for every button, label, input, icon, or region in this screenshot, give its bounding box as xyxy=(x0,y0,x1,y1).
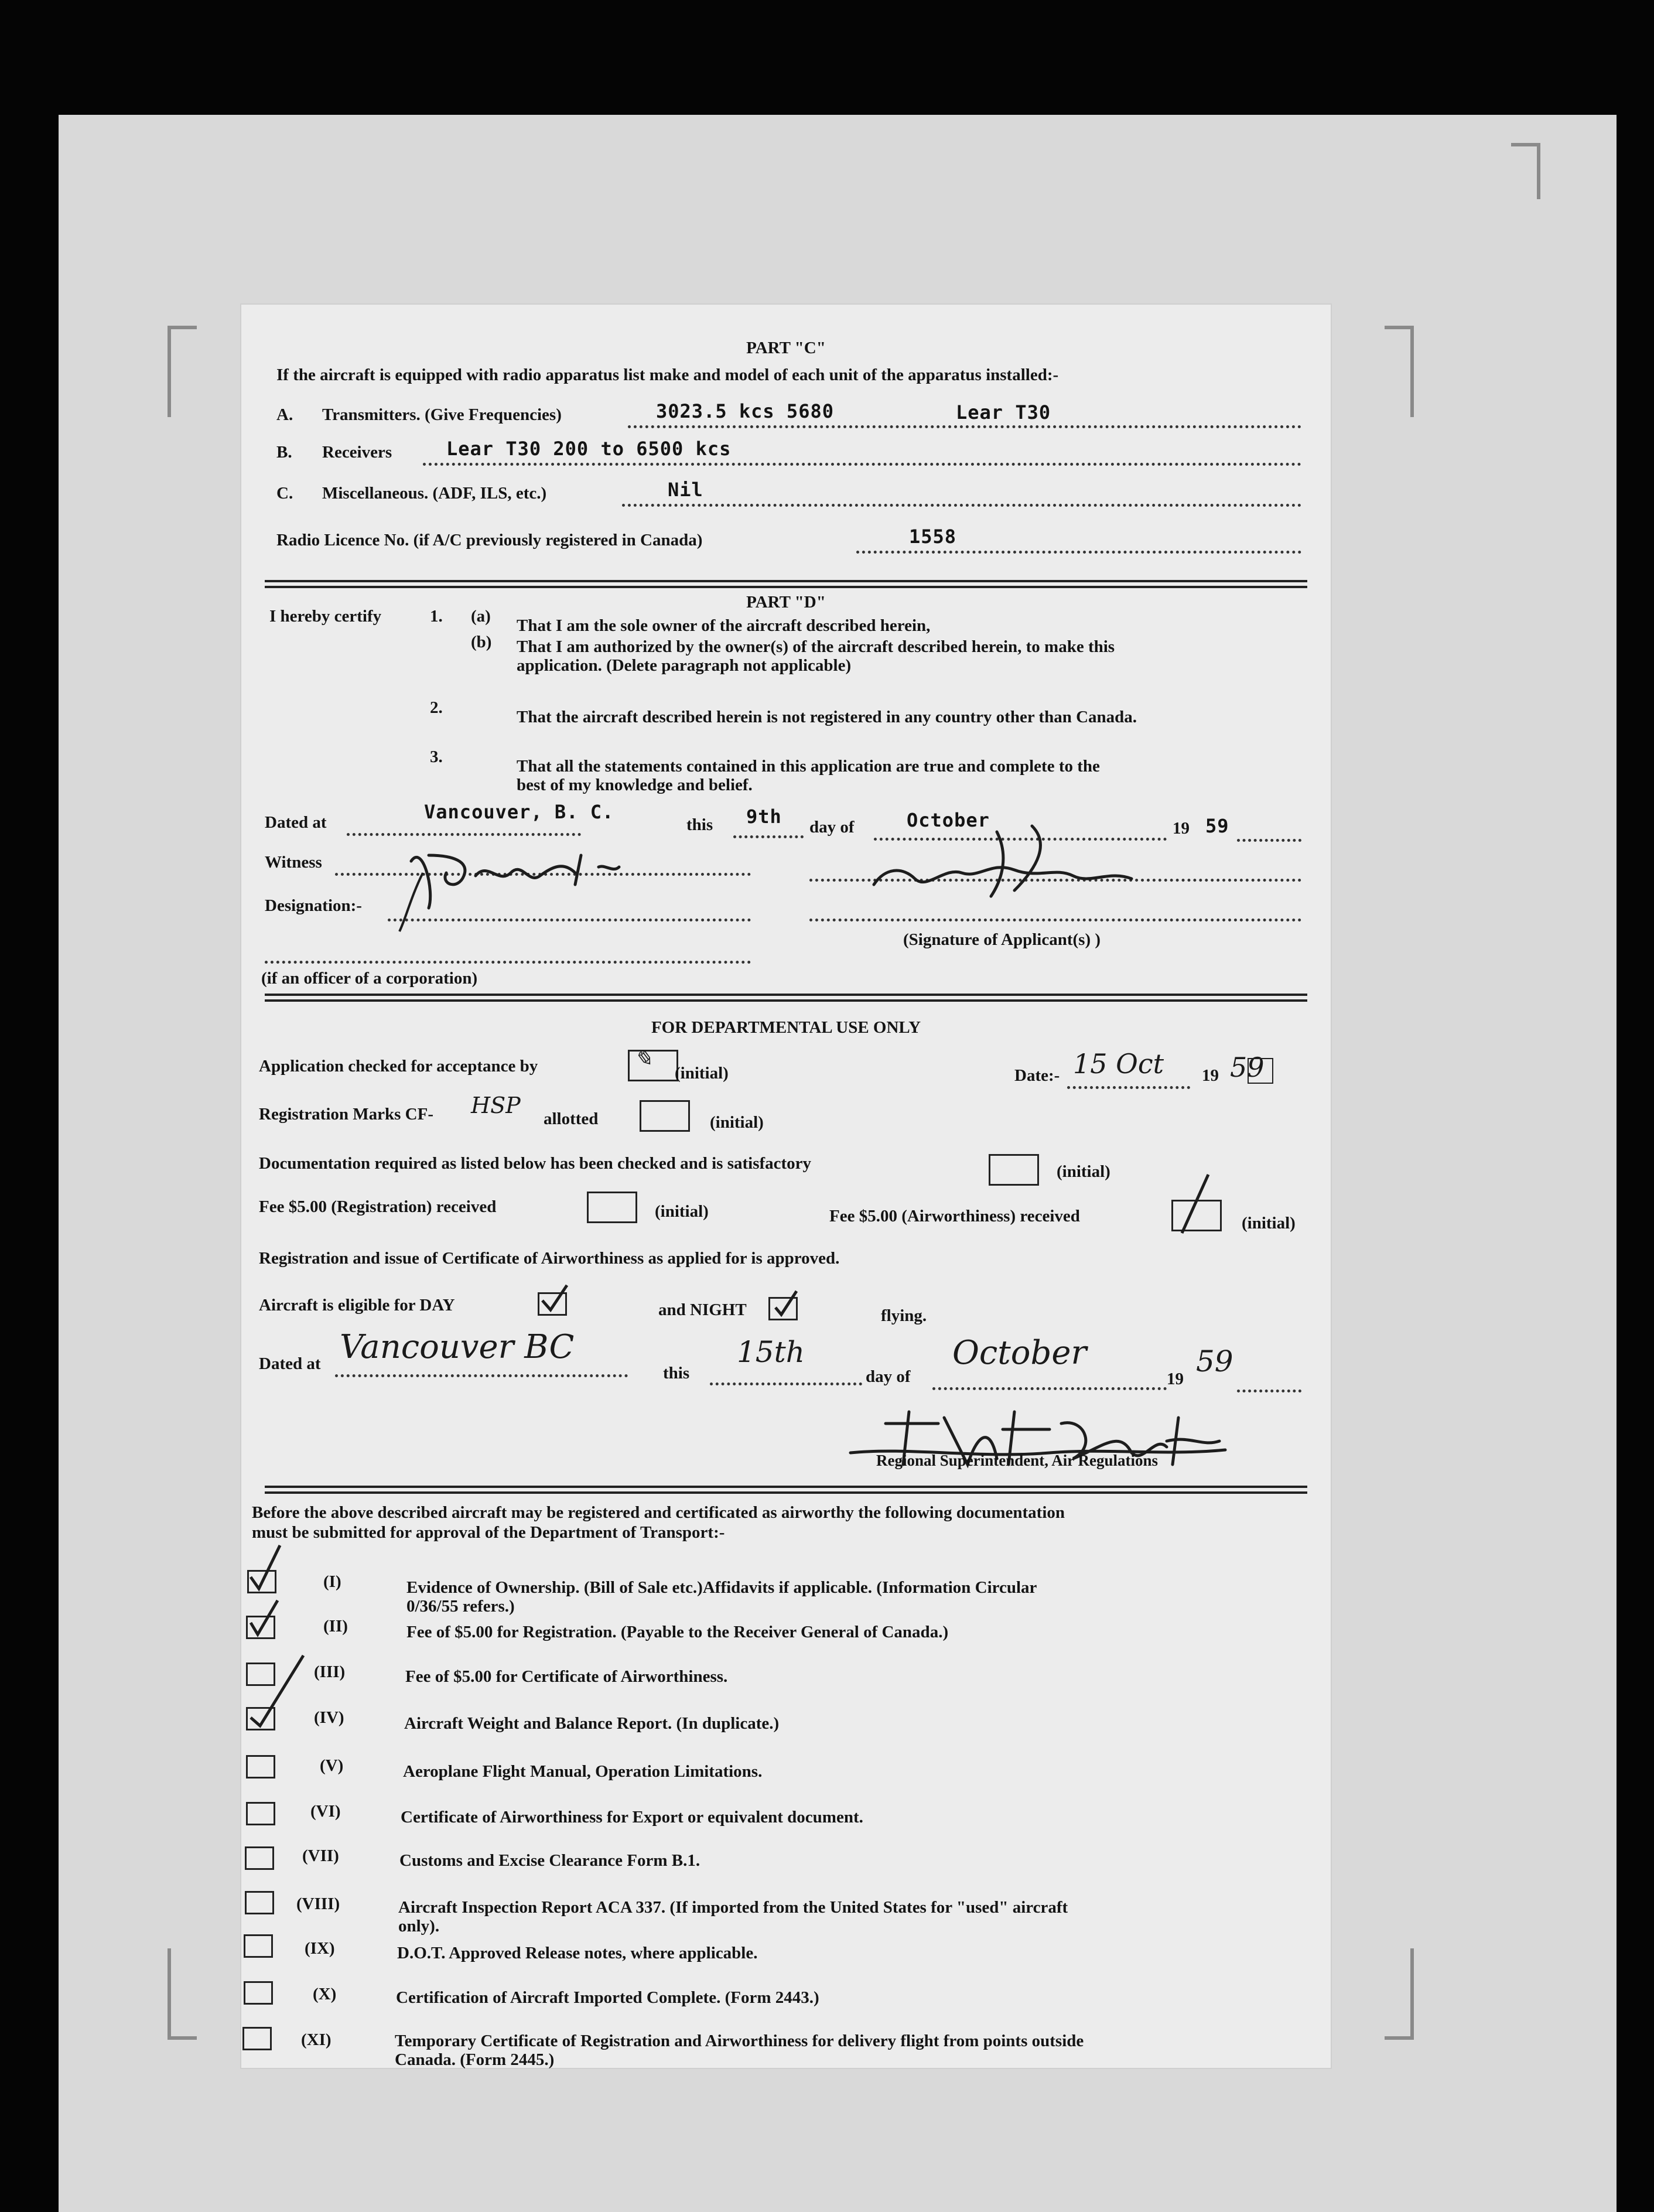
dotted-line xyxy=(622,504,1301,507)
signature-of-applicant-label: (Signature of Applicant(s) ) xyxy=(903,930,1101,949)
application-checked-label: Application checked for acceptance by xyxy=(259,1057,538,1076)
doc-checkbox[interactable] xyxy=(246,1802,275,1825)
dotted-line xyxy=(733,835,804,838)
doc-number: (IX) xyxy=(305,1939,335,1958)
item-1b-text-1: That I am authorized by the owner(s) of the aircraft described herein, to make this xyxy=(517,637,1115,656)
and-night-label: and NIGHT xyxy=(658,1300,747,1319)
fee-registration-label: Fee $5.00 (Registration) received xyxy=(259,1197,497,1216)
doc-text: Fee of $5.00 for Certificate of Airworthiness. xyxy=(405,1667,728,1686)
doc-text-2: Canada. (Form 2445.) xyxy=(395,2050,555,2069)
receivers-value: Lear T30 200 to 6500 kcs xyxy=(446,438,732,460)
dept-place: Vancouver BC xyxy=(340,1328,575,1366)
part-c-a-label: A. xyxy=(276,405,293,424)
docs-intro-2: must be submitted for approval of the Department of Transport:- xyxy=(252,1523,725,1542)
check-box xyxy=(1248,1058,1273,1084)
doc-number: (II) xyxy=(323,1617,348,1636)
doc-text: Fee of $5.00 for Registration. (Payable to the Receiver General of Canada.) xyxy=(406,1623,949,1641)
item-3-number: 3. xyxy=(430,747,443,766)
dotted-line xyxy=(710,1383,862,1385)
radio-licence-label: Radio Licence No. (if A/C previously registered in Canada) xyxy=(276,531,703,549)
form-sheet: PART "C" If the aircraft is equipped with radio apparatus list make and model of each unit of the apparatus installed:- A. Transmitters. (Give Frequencies) 3023.5 kcs 5680 Lear T30 B. Receivers Lear T30 200 to 6500 kcs C. Miscellaneous. (ADF, ILS, etc.) Nil Radio Licence No. (if A/C previously registered in Canada) 1558 PART "D" I hereby certify 1. (a) That I am the sole owner of the aircraft described herein, (b) That I am authorized by the owner(s) of the aircraft described herein, to make this application. (Delete paragraph not applicable) 2. That the aircraft described herein is not registered in any country other than Canada. 3. That all the statements contained in this application are true and complete to the best of my knowledge and belief. Dated at Vancouver, B. C. this 9th day of October 19 59 Witness Designation:- (Signature of Applicant(s) ) (if an officer of a corporation) FOR DEPARTMENTAL USE ONLY Application checked for acceptance by ✎ (initial) Date:- 15 Oct 19 59 Registration Marks CF- HSP allotted (initial) Documentation required as listed below has been checked and is satisfactory (initial) Fee $5.00 (Registration) received (initial) Fee $5.00 (Airworthiness) received (initial) Registration and issue of Certificate of Airworthiness as applied for is approved. Aircraft is eligible for DAY and NIGHT flying. Dated at Vancouver BC this 15th day of October 19 59 Regional Superintendent, Air Regulations Before the above described aircraft may be registered and certificated as airworthy the following documentation must be submitted for approval of the Department of Transport:- (I) Evidence of Ownership. (Bill of Sale etc.)Affidavits if applicable. (Information Circular 0/36/55 refers.) (II) Fee of $5.00 for Registration. (Payable to the Receiver General of Canada.) (III) Fee of $5.00 for Certificate of Airworthiness. (IV) Aircraft Weight and Balance Report. (In duplicate.) (V) Aeroplane Flight Manual, Operation Limitations. (VI) Certificate of Airworthiness for Export or equivalent document. (VII) Customs and Excise Clearance Form B.1. (VIII) Aircraft Inspection Report ACA 337. (If imported from the United States for "used" aircraft only). (IX) D.O.T. Approved Release notes, where applicable. (X) Certification of Aircraft Imported Complete. (Form 2443.) (XI) Temporary Certificate of Registration and Airworthiness for delivery flight from points outside Canada. (Form 2445.) xyxy=(241,305,1331,2068)
dept-day-of-label: day of xyxy=(866,1367,911,1386)
dept-dated-at-label: Dated at xyxy=(259,1354,321,1373)
rule xyxy=(265,1491,1307,1494)
rule xyxy=(265,586,1307,588)
doc-text: Certificate of Airworthiness for Export or equivalent document. xyxy=(401,1808,863,1827)
dept-month: October xyxy=(952,1334,1087,1372)
doc-text: Aeroplane Flight Manual, Operation Limitations. xyxy=(403,1762,763,1781)
initial-label: (initial) xyxy=(655,1202,709,1221)
dept-year: 59 xyxy=(1196,1344,1233,1378)
miscellaneous-value: Nil xyxy=(668,479,703,501)
doc-text: Temporary Certificate of Registration and Airworthiness for delivery flight from points outside xyxy=(395,2032,1084,2050)
doc-checkbox[interactable] xyxy=(245,1891,274,1914)
rule xyxy=(265,1486,1307,1488)
dotted-line xyxy=(423,463,1301,466)
date-label: Date:- xyxy=(1014,1066,1060,1085)
doc-text: Aircraft Weight and Balance Report. (In duplicate.) xyxy=(404,1714,780,1733)
flying-label: flying. xyxy=(881,1306,927,1325)
eligible-label: Aircraft is eligible for DAY xyxy=(259,1296,455,1315)
slash-mark xyxy=(1176,1172,1211,1236)
part-c-intro: If the aircraft is equipped with radio apparatus list make and model of each unit of the apparatus installed:- xyxy=(276,366,1059,384)
dotted-line xyxy=(856,551,1301,554)
dated-at-label: Dated at xyxy=(265,813,327,832)
doc-number: (X) xyxy=(313,1985,337,2003)
date-value: 15 Oct xyxy=(1073,1048,1164,1080)
doc-number: (XI) xyxy=(301,2030,332,2049)
transmitters-label: Transmitters. (Give Frequencies) xyxy=(322,405,562,424)
part-c-b-label: B. xyxy=(276,443,292,462)
initials-stamp xyxy=(587,1192,637,1223)
fee-airworthiness-label: Fee $5.00 (Airworthiness) received xyxy=(829,1207,1080,1226)
item-3-text-1: That all the statements contained in this application are true and complete to the xyxy=(517,757,1100,776)
dept-this-label: this xyxy=(663,1364,690,1383)
doc-text: Customs and Excise Clearance Form B.1. xyxy=(399,1851,700,1870)
doc-checkbox[interactable] xyxy=(246,1755,275,1779)
doc-number: (IV) xyxy=(314,1708,344,1727)
item-2-number: 2. xyxy=(430,698,443,717)
initial-label: (initial) xyxy=(1242,1214,1296,1233)
year-prefix: 19 xyxy=(1173,819,1190,838)
year-value: 59 xyxy=(1205,815,1229,837)
crop-mark-corner xyxy=(1511,143,1540,199)
date-year-prefix: 19 xyxy=(1202,1066,1219,1085)
part-d-title: PART "D" xyxy=(746,593,826,612)
doc-checkbox[interactable] xyxy=(244,1981,273,2005)
registration-marks-value: HSP xyxy=(471,1093,521,1118)
rule xyxy=(265,994,1307,996)
approved-label: Registration and issue of Certificate of Airworthiness as applied for is approved. xyxy=(259,1249,840,1268)
doc-checkbox[interactable] xyxy=(242,2027,272,2050)
doc-text: D.O.T. Approved Release notes, where applicable. xyxy=(397,1944,758,1962)
item-1a-label: (a) xyxy=(471,607,491,626)
witness-label: Witness xyxy=(265,853,322,872)
departmental-title: FOR DEPARTMENTAL USE ONLY xyxy=(651,1018,921,1037)
day-of-label: day of xyxy=(809,818,855,837)
doc-number: (VI) xyxy=(310,1802,341,1821)
initials-stamp xyxy=(989,1154,1039,1186)
transmitters-model: Lear T30 xyxy=(956,401,1051,424)
this-label: this xyxy=(686,815,713,834)
crop-mark-bottom-right xyxy=(1385,1948,1414,2040)
certify-label: I hereby certify xyxy=(269,607,382,626)
doc-number: (VII) xyxy=(302,1846,339,1865)
applicant-signature xyxy=(862,820,1167,908)
crop-mark-bottom-left xyxy=(168,1948,197,2040)
dotted-line xyxy=(335,1374,628,1377)
dotted-line xyxy=(388,919,751,921)
item-1b-text-2: application. (Delete paragraph not applicable) xyxy=(517,656,852,675)
dotted-line xyxy=(1067,1086,1190,1089)
doc-checkbox[interactable] xyxy=(245,1846,274,1870)
doc-text: Evidence of Ownership. (Bill of Sale etc.)Affidavits if applicable. (Information Circular xyxy=(406,1578,1037,1597)
check-mark-icon xyxy=(245,1542,286,1595)
dotted-line xyxy=(628,425,1301,428)
receivers-label: Receivers xyxy=(322,443,392,462)
registration-marks-label: Registration Marks CF- xyxy=(259,1105,434,1124)
documentation-label: Documentation required as listed below has been checked and is satisfactory xyxy=(259,1154,812,1173)
miscellaneous-label: Miscellaneous. (ADF, ILS, etc.) xyxy=(322,484,547,503)
rule xyxy=(265,999,1307,1002)
docs-intro-1: Before the above described aircraft may be registered and certificated as airworthy the following documentation xyxy=(252,1503,1065,1522)
doc-number: (V) xyxy=(320,1756,344,1775)
month-value: October xyxy=(907,809,990,831)
initials-stamp xyxy=(640,1100,690,1132)
dated-at-place: Vancouver, B. C. xyxy=(424,801,614,823)
dept-year-prefix: 19 xyxy=(1167,1370,1184,1388)
transmitters-frequencies: 3023.5 kcs 5680 xyxy=(656,400,834,422)
dotted-line xyxy=(265,961,751,964)
doc-checkbox[interactable] xyxy=(244,1934,273,1958)
doc-text-2: only). xyxy=(398,1917,440,1936)
superintendent-label: Regional Superintendent, Air Regulations xyxy=(876,1452,1159,1469)
initial-label: (initial) xyxy=(1057,1162,1110,1181)
doc-number: (I) xyxy=(323,1572,341,1591)
item-2-text: That the aircraft described herein is not registered in any country other than Canada. xyxy=(517,708,1137,726)
doc-text-2: 0/36/55 refers.) xyxy=(406,1597,515,1616)
check-mark-icon xyxy=(768,1288,801,1320)
dept-day-number: 15th xyxy=(737,1335,805,1369)
doc-number: (III) xyxy=(314,1663,346,1681)
item-1a-text: That I am the sole owner of the aircraft described herein, xyxy=(517,616,931,635)
part-c-c-label: C. xyxy=(276,484,293,503)
item-3-text-2: best of my knowledge and belief. xyxy=(517,776,753,794)
initial-label: (initial) xyxy=(710,1113,764,1132)
day-number: 9th xyxy=(746,805,782,828)
part-c-title: PART "C" xyxy=(746,339,826,357)
item-1-number: 1. xyxy=(430,607,443,626)
crop-mark-top-left xyxy=(168,326,197,417)
dotted-line xyxy=(809,919,1301,921)
check-mark-icon xyxy=(245,1652,309,1728)
crop-mark-top-right xyxy=(1385,326,1414,417)
date-year: 59 xyxy=(1230,1052,1265,1083)
check-mark-icon xyxy=(245,1597,286,1641)
radio-licence-value: 1558 xyxy=(909,525,957,548)
designation-label: Designation:- xyxy=(265,896,362,915)
doc-number: (VIII) xyxy=(296,1894,340,1913)
officer-label: (if an officer of a corporation) xyxy=(261,969,478,988)
dotted-line xyxy=(1237,1390,1301,1392)
rule xyxy=(265,580,1307,582)
doc-text: Certification of Aircraft Imported Complete. (Form 2443.) xyxy=(396,1988,819,2007)
dotted-line xyxy=(932,1387,1167,1390)
dotted-line xyxy=(1237,839,1301,842)
doc-text: Aircraft Inspection Report ACA 337. (If imported from the United States for "used" aircraft xyxy=(398,1898,1068,1917)
initial-label: (initial) xyxy=(675,1064,729,1083)
item-1b-label: (b) xyxy=(471,633,492,651)
allotted-label: allotted xyxy=(544,1110,599,1128)
check-mark-icon xyxy=(538,1283,570,1316)
